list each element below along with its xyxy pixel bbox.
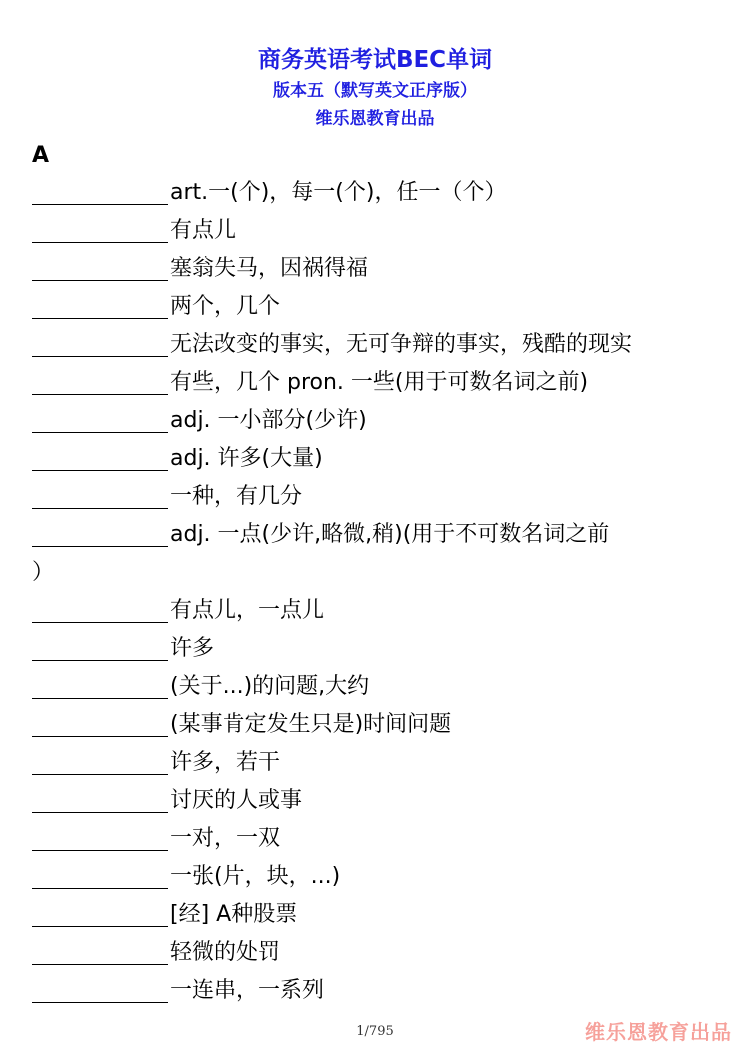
entry-definition: art.一(个)，每一(个)，任一（个） (170, 180, 507, 205)
entry-definition: 一张(片，块，...) (170, 864, 341, 889)
document-header (0, 44, 750, 132)
entry-definition: 许多 (170, 636, 215, 661)
answer-blank (32, 850, 168, 851)
entry-definition: adj. 许多(大量) (170, 446, 323, 471)
entry-definition: 许多，若干 (170, 750, 281, 775)
vocab-entry (32, 402, 722, 440)
vocab-entry (32, 706, 722, 744)
vocab-entry (32, 858, 722, 896)
entry-definition: 塞翁失马，因祸得福 (170, 256, 369, 281)
page-number: 1/795 (356, 1024, 394, 1039)
vocab-entry (32, 440, 722, 478)
publisher-line: 维乐恩教育出品 (315, 109, 435, 129)
entry-definition: 两个，几个 (170, 294, 281, 319)
vocab-entry (32, 972, 722, 1010)
entry-definition: 一种，有几分 (170, 484, 303, 509)
entry-definition: 轻微的处罚 (170, 940, 281, 965)
vocab-entry (32, 478, 722, 516)
vocab-entry (32, 212, 722, 250)
vocab-entry (32, 744, 722, 782)
vocab-entry (32, 288, 722, 326)
vocabulary-list (32, 174, 722, 1010)
entry-definition: 有些，几个 pron. 一些(用于可数名词之前) (170, 370, 589, 395)
entry-definition-continuation: ） (32, 560, 55, 585)
document-title: 商务英语考试BEC单词 (257, 47, 493, 73)
answer-blank (32, 888, 168, 889)
vocab-entry (32, 630, 722, 668)
answer-blank (32, 546, 168, 547)
answer-blank (32, 698, 168, 699)
vocab-entry (32, 896, 722, 934)
answer-blank (32, 926, 168, 927)
answer-blank (32, 1002, 168, 1003)
answer-blank (32, 204, 168, 205)
answer-blank (32, 432, 168, 433)
vocab-entry (32, 668, 722, 706)
answer-blank (32, 242, 168, 243)
entry-definition: 有点儿，一点儿 (170, 598, 325, 623)
vocab-entry (32, 326, 722, 364)
vocab-entry (32, 516, 722, 592)
vocab-entry (32, 820, 722, 858)
entry-definition: [经] A种股票 (170, 902, 298, 927)
entry-definition: 有点儿 (170, 218, 237, 243)
document-subtitle: 版本五（默写英文正序版） (273, 81, 477, 101)
answer-blank (32, 812, 168, 813)
vocab-entry (32, 782, 722, 820)
entry-definition: 一连串，一系列 (170, 978, 325, 1003)
answer-blank (32, 356, 168, 357)
vocab-entry (32, 250, 722, 288)
vocab-entry (32, 934, 722, 972)
entry-definition: 无法改变的事实，无可争辩的事实，残酷的现实 (170, 332, 633, 357)
entry-definition: 一对，一双 (170, 826, 281, 851)
answer-blank (32, 736, 168, 737)
answer-blank (32, 470, 168, 471)
answer-blank (32, 964, 168, 965)
entry-definition: (关于...)的问题,大约 (170, 674, 370, 699)
answer-blank (32, 774, 168, 775)
entry-definition: adj. 一小部分(少许) (170, 408, 367, 433)
vocab-entry (32, 592, 722, 630)
answer-blank (32, 508, 168, 509)
vocab-entry (32, 364, 722, 402)
publisher-watermark: 维乐恩教育出品 (585, 1020, 732, 1044)
entry-definition: adj. 一点(少许,略微,稍)(用于不可数名词之前 (170, 522, 610, 547)
answer-blank (32, 318, 168, 319)
vocab-entry (32, 174, 722, 212)
answer-blank (32, 394, 168, 395)
entry-definition: (某事肯定发生只是)时间问题 (170, 712, 452, 737)
section-letter: A (32, 143, 50, 168)
answer-blank (32, 622, 168, 623)
entry-definition: 讨厌的人或事 (170, 788, 303, 813)
answer-blank (32, 660, 168, 661)
answer-blank (32, 280, 168, 281)
